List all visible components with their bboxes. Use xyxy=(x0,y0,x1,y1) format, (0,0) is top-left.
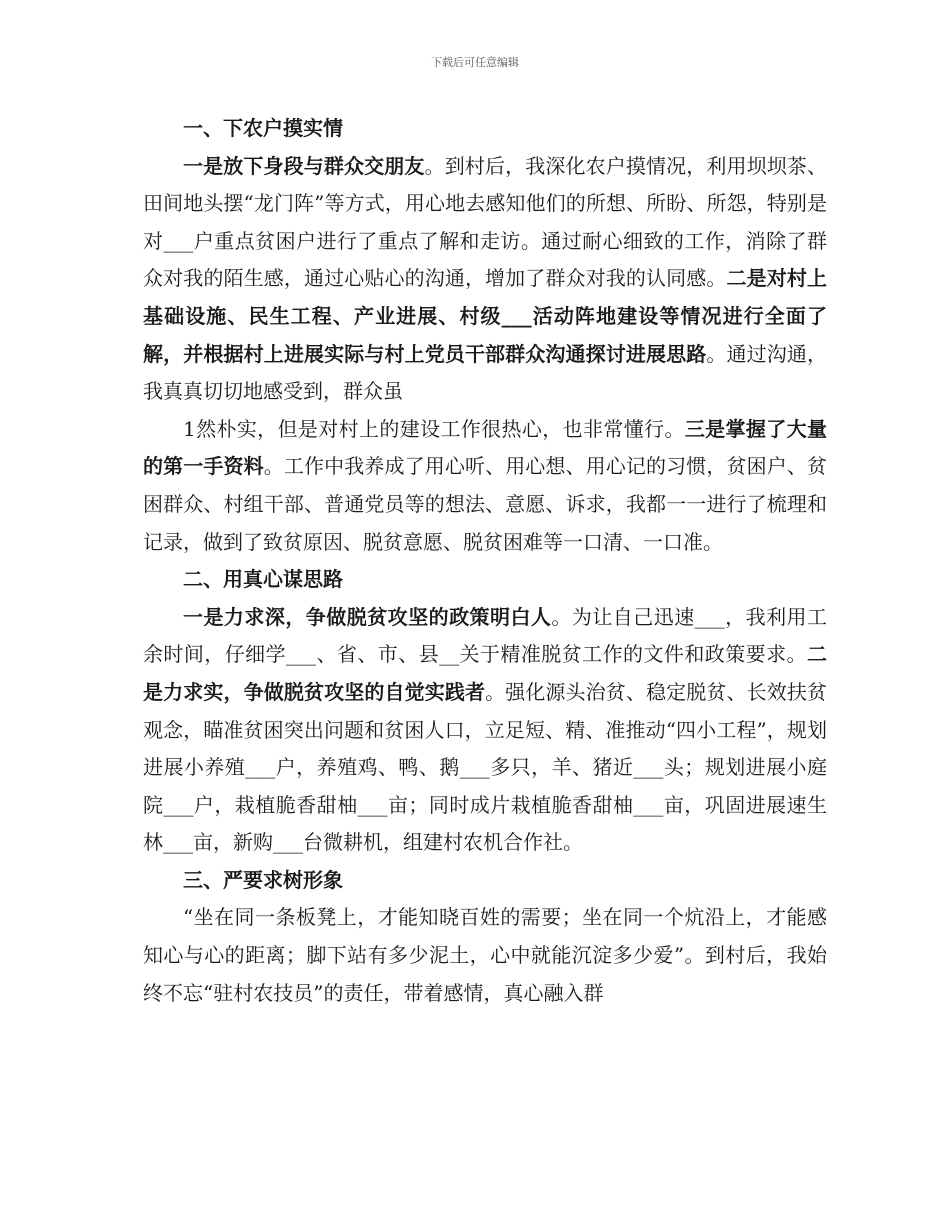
document-body xyxy=(143,110,827,1012)
paragraph-3 xyxy=(143,599,827,862)
paragraph-1 xyxy=(143,148,827,411)
paragraph-4: “坐在同一条板凳上，才能知晓百姓的需要；坐在同一个炕沿上，才能感知心与心的距离；脚下站有多少泥土，心中就能沉淀多少爱”。到村后，我始终不忘“驻村农技员”的责任，带着感情，真心融入群 xyxy=(143,905,827,1005)
section-heading-2: 二、用真心谋思路 xyxy=(183,567,343,592)
paragraph-2-text-2: 。工作中我养成了用心听、用心想、用心记的习惯，贫困户、贫困群众、村组干部、普通党员等的想法、意愿、诉求，我都一一进行了梳理和记录，做到了致贫原因、脱贫意愿、脱贫困难等一口清、一口准。 xyxy=(143,454,828,554)
paragraph-2 xyxy=(143,411,827,561)
paragraph-3-bold-1: 一是力求深，争做脱贫攻坚的政策明白人 xyxy=(183,604,552,629)
paragraph-3-text-2: 。强化源头治贫、稳定脱贫、长效扶贫观念，瞄准贫困突出问题和贫困人口，立足短、精、准推动“四小工程”，规划进展小养殖___户，养殖鸡、鸭、鹅___多只，羊、猪近___头；规划进展小庭院___户，栽植脆香甜柚___亩；同时成片栽植脆香甜柚___亩，巩固进展速生林___亩，新购___台微耕机，组建村农机合作社。 xyxy=(143,679,828,855)
page-header-note: 下载后可任意编辑 xyxy=(431,56,519,69)
paragraph-1-bold-1: 一是放下身段与群众交朋友 xyxy=(183,153,425,178)
paragraph-2-bold-1: 三是掌握了大量的第一手资料 xyxy=(143,416,827,479)
paragraph-3-bold-2: 二是力求实，争做脱贫攻坚的自觉实践者 xyxy=(143,642,827,704)
paragraph-2-text-1: 1然朴实，但是对村上的建设工作很热心，也非常懂行。 xyxy=(183,416,685,441)
section-heading-3: 三、严要求树形象 xyxy=(183,867,343,892)
paragraph-1-bold-2: 二是对村上基础设施、民生工程、产业进展、村级___活动阵地建设等情况进行全面了解，并根据村上进展实际与村上党员干部群众沟通探讨进展思路 xyxy=(143,266,828,366)
paragraph-3-text-1: 。为让自己迅速___，我利用工余时间，仔细学___、省、市、县__关于精准脱贫工作的文件和政策要求。 xyxy=(143,604,828,667)
paragraph-1-text-1: 。到村后，我深化农户摸情况，利用坝坝茶、田间地头摆“龙门阵”等方式，用心地去感知他们的所想、所盼、所怨，特别是对___户重点贫困户进行了重点了解和走访。通过耐心细致的工作，消除了群众对我的陌生感，通过心贴心的沟通，增加了群众对我的认同感。 xyxy=(143,153,828,291)
paragraph-1-text-2: 。通过沟通，我真真切切地感受到，群众虽 xyxy=(143,341,828,404)
section-heading-1: 一、下农户摸实情 xyxy=(183,116,343,140)
